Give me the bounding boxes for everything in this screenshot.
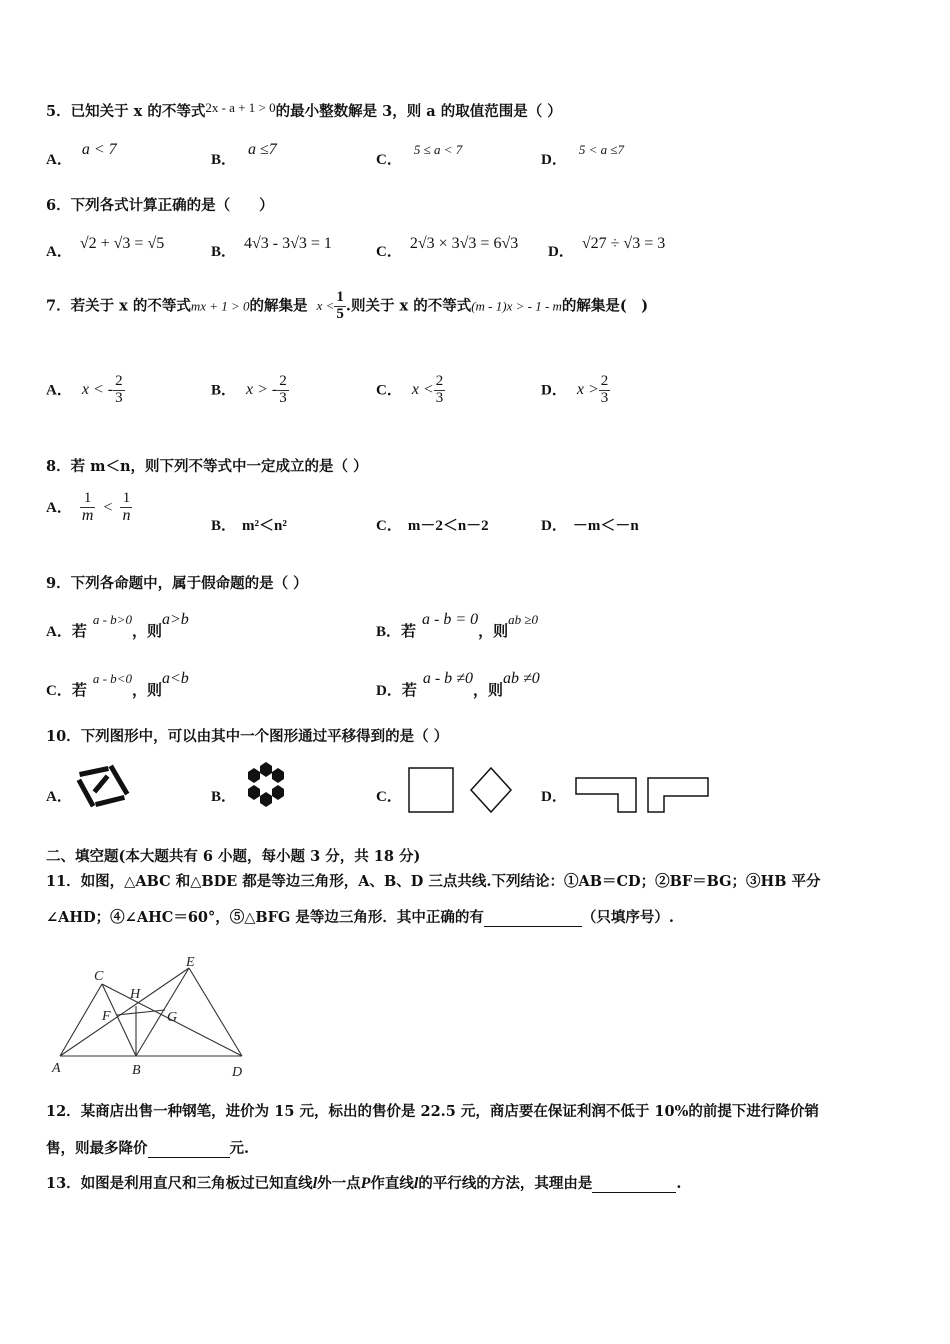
point-label-e: E bbox=[186, 955, 195, 970]
q11-triangle-figure bbox=[46, 950, 256, 1080]
point-label-f: F bbox=[102, 1009, 111, 1024]
q9-stem: 9．下列各命题中，属于假命题的是（ ） bbox=[46, 575, 308, 592]
q8-option-d: D． －m＜－n bbox=[541, 518, 639, 534]
q6-stem: 6．下列各式计算正确的是（ ） bbox=[46, 197, 274, 214]
question-number: 8． bbox=[46, 458, 71, 475]
section-title: 二、填空题(本大题共有 6 小题，每小题 3 分，共 18 分) bbox=[46, 848, 421, 865]
q5-stem: 5．已知关于 x 的不等式2x - a + 1 > 0的最小整数解是 3，则 a 的取值范围是（ ） bbox=[46, 100, 562, 120]
point-label-a: A bbox=[52, 1061, 61, 1076]
q10-label-c: C． bbox=[376, 789, 402, 805]
q6-option-a: A． √2 + √3 = √5 bbox=[46, 235, 165, 260]
question-number: 12． bbox=[46, 1103, 81, 1120]
formula: 2x - a + 1 > 0 bbox=[205, 100, 276, 115]
q13-stem: 13．如图是利用直尺和三角板过已知直线l外一点P作直线l的平行线的方法，其理由是 . bbox=[46, 1175, 682, 1192]
q12-line2: 售，则最多降价 元. bbox=[46, 1140, 250, 1157]
l-shape-icon bbox=[576, 778, 636, 812]
triangle-arrows-icon bbox=[80, 768, 126, 804]
question-number: 10． bbox=[46, 728, 81, 745]
q8-option-a: A． $\frac{1}{m}$ < $\frac{1}{n}$ bbox=[46, 490, 131, 524]
q9-option-d: D．若a - b ≠0，则ab ≠0 bbox=[376, 670, 540, 699]
question-number: 5． bbox=[46, 103, 71, 120]
q12-line1: 12．某商店出售一种钢笔，进价为 15 元，标出的售价是 22.5 元，商店要在保证利润不低于 10%的前提下进行降价销 bbox=[46, 1103, 819, 1120]
point-label-g: G bbox=[167, 1010, 178, 1025]
q10-figure-a bbox=[76, 760, 132, 812]
fraction: $\frac{1}{5}$ bbox=[336, 289, 344, 322]
q7-option-b: B． x > - $\frac{2}{3}$ bbox=[211, 373, 287, 406]
q7-option-d: D． x > $\frac{2}{3}$ bbox=[541, 373, 609, 406]
q6-option-b: B． 4√3 - 3√3 = 1 bbox=[211, 235, 332, 260]
question-number: 7． bbox=[46, 297, 71, 315]
question-number: 13． bbox=[46, 1175, 81, 1192]
q7-option-a: A． x < - $\frac{2}{3}$ bbox=[46, 373, 123, 406]
q10-figure-b bbox=[238, 760, 294, 812]
q8-option-c: C． m－2＜n－2 bbox=[376, 518, 489, 534]
q7-stem: 7．若关于 x 的不等式mx + 1 > 0的解集是 x < $\frac{1}{5}$ .则关于 x 的不等式(m - 1)x > - 1 - m的解集是( ) bbox=[46, 289, 649, 322]
q5-option-a: A．a < 7 bbox=[46, 141, 117, 168]
hexagons-icon bbox=[248, 762, 284, 807]
answer-blank[interactable] bbox=[148, 1140, 230, 1158]
q9-option-b: B．若a - b = 0，则ab ≥0 bbox=[376, 611, 539, 640]
q6-option-c: C． 2√3 × 3√3 = 6√3 bbox=[376, 235, 519, 260]
q8-option-b: B． m²＜n² bbox=[211, 518, 287, 534]
q10-label-d: D． bbox=[541, 789, 567, 805]
l-shape-icon bbox=[648, 778, 708, 812]
q11-line1: 11．如图，△ABC 和△BDE 都是等边三角形，A、B、D 三点共线.下列结论：①AB＝CD；②BF＝BG；③HB 平分 bbox=[46, 873, 821, 890]
square-icon bbox=[409, 768, 453, 812]
q10-figure-c bbox=[405, 764, 515, 816]
q11-line2: ∠AHD；④∠AHC＝60°，⑤△BFG 是等边三角形．其中正确的有 （只填序号）. bbox=[46, 909, 674, 926]
point-label-d: D bbox=[232, 1065, 243, 1080]
question-number: 9． bbox=[46, 575, 71, 592]
formula: mx + 1 > 0 bbox=[190, 298, 250, 314]
diamond-icon bbox=[471, 768, 511, 812]
question-number: 11． bbox=[46, 873, 81, 890]
q10-label-a: A． bbox=[46, 789, 72, 805]
q9-option-c: C．若a - b<0，则a<b bbox=[46, 670, 189, 699]
q7-option-c: C． x < $\frac{2}{3}$ bbox=[376, 373, 444, 406]
q5-option-d: D．5 < a ≤7 bbox=[541, 142, 625, 168]
q9-option-a: A．若a - b>0，则a>b bbox=[46, 611, 189, 640]
question-number: 6． bbox=[46, 197, 71, 214]
q5-option-b: B．a ≤7 bbox=[211, 141, 277, 168]
formula: (m - 1)x > - 1 - m bbox=[471, 298, 562, 314]
point-label-h: H bbox=[130, 987, 141, 1002]
q10-label-b: B． bbox=[211, 789, 237, 805]
answer-blank[interactable] bbox=[592, 1175, 676, 1193]
q10-figure-d bbox=[572, 772, 714, 816]
point-label-b: B bbox=[132, 1063, 141, 1078]
q5-option-c: C．5 ≤ a < 7 bbox=[376, 142, 463, 168]
q6-option-d: D． √27 ÷ √3 = 3 bbox=[548, 235, 666, 260]
answer-blank[interactable] bbox=[484, 909, 582, 927]
q10-stem: 10．下列图形中，可以由其中一个图形通过平移得到的是（ ） bbox=[46, 728, 449, 745]
q8-stem: 8．若 m＜n，则下列不等式中一定成立的是（ ） bbox=[46, 458, 368, 475]
point-label-c: C bbox=[94, 969, 104, 984]
